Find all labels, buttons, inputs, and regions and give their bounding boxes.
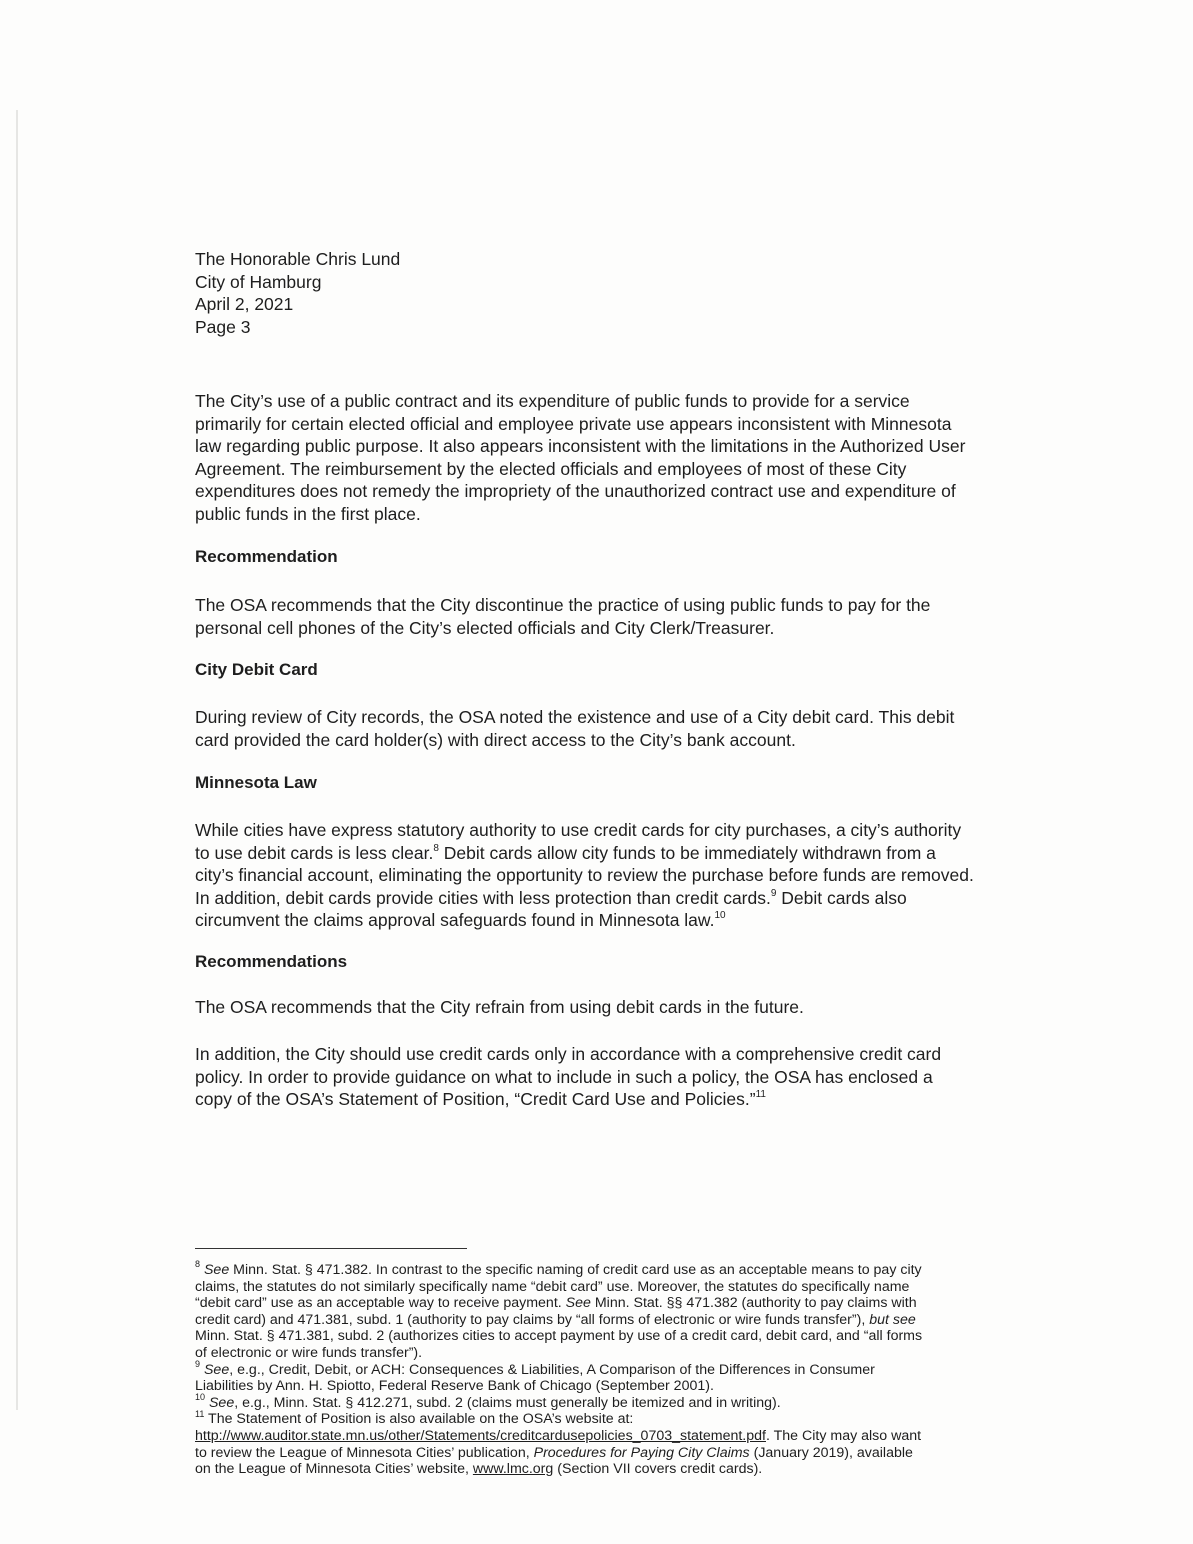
footnote-line [195, 1428, 1075, 1445]
text-run: copy of the OSA’s Statement of Position, “Credit Card Use and Policies.” [195, 1089, 756, 1109]
paragraph-recommendation [195, 594, 1075, 639]
footnotes [195, 1259, 1075, 1478]
paragraph-line [195, 909, 1075, 932]
recipient-city: City of Hamburg [195, 271, 322, 292]
paragraph-line: card provided the card holder(s) with direct access to the City’s bank account. [195, 729, 796, 750]
scan-edge-shadow [16, 110, 18, 1410]
letter-date: April 2, 2021 [195, 294, 294, 314]
paragraph-line: While cities have express statutory authority to use credit cards for city purchases, a city’s authority [195, 820, 962, 840]
footnote-line [195, 1445, 1075, 1462]
text-run: to use debit cards is less clear. [195, 842, 434, 863]
footnote-ref-10[interactable]: 10 [714, 910, 726, 922]
text-run: , e.g., Credit, Debit, or ACH: Consequences & Liabilities, A Comparison of the Differences in Consumer [229, 1361, 875, 1378]
heading-minnesota-law: Minnesota Law [195, 773, 317, 792]
footnote-line: Liabilities by Ann. H. Spiotto, Federal Reserve Bank of Chicago (September 2001). [195, 1378, 714, 1395]
heading-recommendation: Recommendation [195, 547, 338, 566]
footnote-8 [195, 1259, 1075, 1362]
paragraph-minnesota-law [195, 819, 1075, 932]
publication-title: Procedures for Paying City Claims [533, 1444, 750, 1461]
heading-recommendations: Recommendations [195, 952, 348, 971]
osa-statement-link[interactable]: http://www.auditor.state.mn.us/other/Statements/creditcardusepolicies_0703_statement.pdf [195, 1427, 766, 1444]
text-run: The Statement of Position is also available on the OSA’s website at: [204, 1411, 634, 1428]
footnote-number: 10 [195, 1392, 206, 1403]
text-run: . The City may also want [765, 1427, 922, 1444]
see-signal: See [565, 1295, 591, 1312]
paragraph-line: The City’s use of a public contract and its expenditure of public funds to provide for a service [195, 391, 910, 411]
heading-city-debit-card: City Debit Card [195, 660, 318, 679]
paragraph-line [195, 887, 1075, 910]
text-run: credit card) and 471.381, subd. 1 (authority to pay claims by “all forms of electronic or wire funds transfer”), [195, 1311, 870, 1328]
footnote-number: 11 [195, 1408, 205, 1419]
footnote-line [195, 1408, 1075, 1428]
text-run: circumvent the claims approval safeguards found in Minnesota law. [195, 910, 715, 930]
paragraph-line: public funds in the first place. [195, 503, 421, 524]
text-run: , e.g., Minn. Stat. § 412.271, subd. 2 (claims must generally be itemized and in writing). [234, 1394, 781, 1411]
letter-header [195, 248, 400, 338]
lmc-website-link[interactable]: www.lmc.org [472, 1461, 554, 1478]
footnote-ref-9[interactable]: 9 [770, 887, 777, 899]
text-run: Minn. Stat. § 471.382. In contrast to the specific naming of credit card use as an acceptable means to pay city [229, 1262, 922, 1278]
see-signal: See [208, 1394, 235, 1411]
page-number: Page 3 [195, 316, 251, 337]
footnote-line [195, 1312, 1075, 1329]
footnote-line [195, 1392, 1075, 1412]
paragraph-line: In addition, the City should use credit cards only in accordance with a comprehensive credit card [195, 1044, 942, 1064]
paragraph-line: primarily for certain elected official and employee private use appears inconsistent with Minnesota [195, 413, 952, 434]
paragraph-line: city’s financial account, eliminating the opportunity to review the purchase before funds are removed. [195, 865, 974, 885]
footnote-ref-11[interactable]: 11 [755, 1089, 766, 1101]
paragraph-credit-card-policy [195, 1043, 1075, 1111]
text-run: Debit cards allow city funds to be immediately withdrawn from a [438, 842, 936, 863]
text-run: “debit card” use as an acceptable way to receive payment. [195, 1295, 566, 1312]
paragraph-line: The OSA recommends that the City refrain from using debit cards in the future. [195, 997, 804, 1017]
paragraph-line: policy. In order to provide guidance on what to include in such a policy, the OSA has enclosed a [195, 1066, 933, 1087]
footnote-9 [195, 1358, 1075, 1395]
paragraph-line [195, 1088, 1075, 1111]
text-run: (Section VII covers credit cards). [553, 1461, 763, 1478]
footnote-line [195, 1295, 1075, 1312]
text-run: Debit cards also [776, 887, 907, 908]
footnote-line: Minn. Stat. § 471.381, subd. 2 (authorizes cities to accept payment by use of a credit card, debit card, and “all forms [195, 1328, 923, 1345]
paragraph-line: personal cell phones of the City’s elected officials and City Clerk/Treasurer. [195, 617, 775, 638]
paragraph-public-purpose [195, 390, 1075, 525]
footnote-line [195, 1358, 1075, 1379]
text-run: (January 2019), available [749, 1444, 913, 1461]
footnote-ref-8[interactable]: 8 [433, 842, 439, 854]
paragraph-line: expenditures does not remedy the impropriety of the unauthorized contract use and expenditure of [195, 481, 956, 501]
footnote-line: of electronic or wire funds transfer”). [195, 1344, 423, 1361]
but-see-signal: but see [869, 1311, 916, 1328]
footnote-line [195, 1461, 1075, 1478]
text-run: on the League of Minnesota Cities’ website, [195, 1461, 473, 1478]
footnote-separator [195, 1248, 467, 1249]
footnote-10 [195, 1392, 1075, 1412]
footnote-line [195, 1259, 1075, 1279]
see-signal: See [203, 1361, 230, 1378]
paragraph-line: The OSA recommends that the City discontinue the practice of using public funds to pay for the [195, 595, 931, 615]
text-run: Minn. Stat. §§ 471.382 (authority to pay claims with [590, 1295, 917, 1312]
text-run: to review the League of Minnesota Cities’ publication, [195, 1444, 534, 1461]
footnote-number: 8 [195, 1259, 201, 1270]
paragraph-line: law regarding public purpose. It also appears inconsistent with the limitations in the Authorized User [195, 436, 966, 456]
paragraph-refrain-debit [195, 996, 1075, 1019]
recipient-name: The Honorable Chris Lund [195, 249, 401, 269]
paragraph-line [195, 842, 1075, 865]
paragraph-line: Agreement. The reimbursement by the elected officials and employees of most of these City [195, 458, 907, 479]
text-run: In addition, debit cards provide cities with less protection than credit cards. [195, 887, 771, 908]
footnote-11 [195, 1408, 1075, 1478]
paragraph-debit-card [195, 706, 1075, 751]
see-signal: See [203, 1262, 230, 1278]
footnote-number: 9 [195, 1358, 201, 1369]
footnote-line: claims, the statutes do not similarly specifically name “debit card” use. Moreover, the statutes do specifically name [195, 1278, 910, 1295]
paragraph-line: During review of City records, the OSA noted the existence and use of a City debit card. This debit [195, 707, 955, 727]
